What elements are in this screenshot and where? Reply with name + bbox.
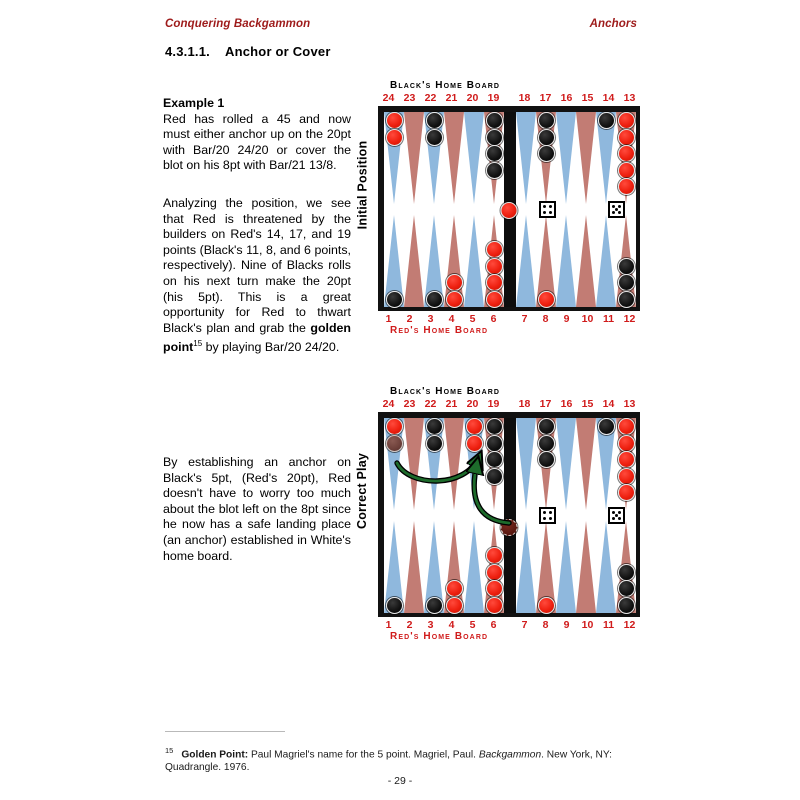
board-left-half [384, 112, 504, 307]
board-point-9[interactable] [556, 215, 576, 307]
checker-stack-24[interactable] [384, 418, 404, 451]
board-column-0 [384, 418, 404, 613]
checker-black-17[interactable] [538, 145, 555, 162]
board-point-18[interactable] [516, 112, 536, 204]
board-point-1[interactable] [384, 215, 404, 307]
checker-stack-1[interactable] [384, 291, 404, 308]
checker-stack-24[interactable] [384, 112, 404, 145]
figure-1-side-label-text: Initial Position [355, 140, 369, 230]
footnote-separator [165, 731, 285, 732]
board-point-2[interactable] [404, 215, 424, 307]
checker-black-12[interactable] [618, 274, 635, 291]
point-number-top-15: 15 [581, 398, 594, 410]
checker-red-6[interactable] [486, 291, 503, 308]
dice-pair[interactable] [539, 201, 625, 218]
point-number-bottom-7: 7 [521, 619, 528, 631]
backgammon-board-1[interactable] [378, 106, 640, 311]
point-number-bottom-10: 10 [581, 313, 594, 325]
point-triangle-10 [576, 215, 596, 307]
checker-black-12[interactable] [618, 564, 635, 581]
checker-black-14[interactable] [598, 418, 615, 435]
checker-black-19[interactable] [486, 435, 503, 452]
board-point-1[interactable] [384, 521, 404, 613]
board-point-22[interactable] [424, 418, 444, 510]
checker-stack-12[interactable] [616, 564, 636, 614]
point-number-top-22: 22 [424, 92, 437, 104]
checker-black-3[interactable] [426, 291, 443, 308]
point-number-bottom-8: 8 [542, 619, 549, 631]
point-number-bottom-2: 2 [406, 313, 413, 325]
checker-black-19[interactable] [486, 129, 503, 146]
checker-black-1[interactable] [386, 291, 403, 308]
checker-red-13[interactable] [618, 468, 635, 485]
checker-black-12[interactable] [618, 291, 635, 308]
checker-stack-14[interactable] [596, 112, 616, 129]
board-point-2[interactable] [404, 521, 424, 613]
point-number-bottom-2: 2 [406, 619, 413, 631]
backgammon-board-2[interactable] [378, 412, 640, 617]
bar-ghost-checker[interactable] [501, 519, 518, 536]
board-column-3 [444, 112, 464, 307]
point-triangle-10 [576, 521, 596, 613]
board-point-23[interactable] [404, 418, 424, 510]
board-column-6 [516, 112, 536, 307]
board-2-top-title: Black's Home Board [390, 386, 501, 397]
board-point-11[interactable] [596, 521, 616, 613]
point-number-top-20: 20 [466, 92, 479, 104]
point-triangle-2 [404, 521, 424, 613]
board-point-12[interactable] [616, 215, 636, 307]
board-column-2 [424, 112, 444, 307]
board-column-4 [464, 112, 484, 307]
board-point-5[interactable] [464, 215, 484, 307]
board-point-13[interactable] [616, 112, 636, 204]
footnote-reference[interactable]: 15 [193, 339, 203, 349]
point-triangle-11 [596, 215, 616, 307]
checker-black-12[interactable] [618, 597, 635, 614]
checker-red-13[interactable] [618, 162, 635, 179]
board-1-bottom-title: Red's Home Board [390, 325, 489, 336]
point-triangle-21 [444, 112, 464, 204]
footnote [165, 744, 635, 774]
checker-red-6[interactable] [486, 258, 503, 275]
board-point-23[interactable] [404, 112, 424, 204]
point-number-bottom-12: 12 [623, 313, 636, 325]
checker-red-20[interactable] [466, 418, 483, 435]
checker-stack-6[interactable] [484, 241, 504, 307]
die-2-value-5[interactable] [608, 201, 625, 218]
point-number-top-23: 23 [403, 398, 416, 410]
checker-black-12[interactable] [618, 258, 635, 275]
figure-2-side-label [350, 386, 374, 596]
section-title: Anchor or Cover [225, 44, 331, 59]
point-number-bottom-4: 4 [448, 619, 455, 631]
board-point-21[interactable] [444, 418, 464, 510]
checker-red-4[interactable] [446, 291, 463, 308]
point-triangle-15 [576, 418, 596, 510]
board-2-bottom-numbers [378, 619, 640, 631]
section-heading [165, 44, 331, 59]
board-1-bottom-numbers [378, 313, 640, 325]
analysis-text-part-1: Analyzing the position, we see that Red is threatened by the builders on Red's 14, 17, and 19 points (Black's 11, 8, and 6 points, respectively). Nine of Blacks rolls on his next turn make the 20pt (his 5pt). This is a great opportunity for Red to thwart Black's plan and grab the [163, 196, 351, 335]
point-triangle-7 [516, 521, 536, 613]
point-number-top-18: 18 [518, 92, 531, 104]
point-number-bottom-6: 6 [490, 313, 497, 325]
checker-red-13[interactable] [618, 484, 635, 501]
example-label: Example 1 [163, 96, 225, 110]
figure-1-side-label [350, 80, 374, 290]
point-number-top-19: 19 [487, 398, 500, 410]
checker-red-20[interactable] [466, 435, 483, 452]
point-number-bottom-3: 3 [427, 619, 434, 631]
checker-black-19[interactable] [486, 451, 503, 468]
checker-black-19[interactable] [486, 418, 503, 435]
checker-black-12[interactable] [618, 580, 635, 597]
point-number-top-21: 21 [445, 92, 458, 104]
checker-stack-3[interactable] [424, 291, 444, 308]
checker-stack-22[interactable] [424, 418, 444, 451]
checker-red-13[interactable] [618, 145, 635, 162]
checker-black-19[interactable] [486, 468, 503, 485]
checker-black-22[interactable] [426, 435, 443, 452]
point-number-top-23: 23 [403, 92, 416, 104]
point-number-bottom-6: 6 [490, 619, 497, 631]
checker-red-24[interactable] [386, 129, 403, 146]
golden-point-term: golden point [163, 320, 351, 355]
point-triangle-11 [596, 521, 616, 613]
checker-black-14[interactable] [598, 112, 615, 129]
point-number-top-13: 13 [623, 92, 636, 104]
board-point-4[interactable] [444, 215, 464, 307]
checker-stack-14[interactable] [596, 418, 616, 435]
point-number-bottom-10: 10 [581, 619, 594, 631]
point-number-top-21: 21 [445, 398, 458, 410]
board-point-3[interactable] [424, 521, 444, 613]
board-1-top-numbers [378, 92, 640, 104]
point-number-bottom-8: 8 [542, 313, 549, 325]
point-number-bottom-3: 3 [427, 313, 434, 325]
checker-red-6[interactable] [486, 564, 503, 581]
point-number-bottom-5: 5 [469, 313, 476, 325]
board-column-3 [444, 418, 464, 613]
point-number-top-24: 24 [382, 398, 395, 410]
example-paragraph-1: Red has rolled a 45 and now must either anchor up on the 20pt with Bar/20 24/20 or cover the blot on his 8pt with Bar/21 13/8. [163, 111, 351, 173]
point-triangle-18 [516, 418, 536, 510]
board-point-24[interactable] [384, 418, 404, 510]
point-number-bottom-1: 1 [385, 313, 392, 325]
board-point-21[interactable] [444, 112, 464, 204]
checker-red-6[interactable] [486, 597, 503, 614]
point-triangle-7 [516, 215, 536, 307]
checker-red-13[interactable] [618, 435, 635, 452]
board-column-5 [484, 418, 504, 613]
board-point-16[interactable] [556, 418, 576, 510]
board-bar[interactable] [504, 418, 516, 613]
point-triangle-5 [464, 521, 484, 613]
checker-stack-22[interactable] [424, 112, 444, 145]
point-number-top-13: 13 [623, 398, 636, 410]
board-point-11[interactable] [596, 215, 616, 307]
board-point-17[interactable] [536, 112, 556, 204]
board-column-2 [424, 418, 444, 613]
checker-red-6[interactable] [486, 274, 503, 291]
board-point-22[interactable] [424, 112, 444, 204]
bar-checker-red[interactable] [501, 202, 518, 219]
checker-red-13[interactable] [618, 418, 635, 435]
board-point-15[interactable] [576, 112, 596, 204]
board-point-4[interactable] [444, 521, 464, 613]
point-triangle-16 [556, 418, 576, 510]
correct-play-text: By establishing an anchor on Black's 5pt, (Red's 20pt), Red doesn't have to worry too much about the blot left on the 8pt since he now has a safe landing place (an anchor) established in White's home board. [163, 455, 351, 563]
checker-black-22[interactable] [426, 418, 443, 435]
example-paragraph-block [163, 96, 351, 174]
point-number-bottom-11: 11 [602, 313, 615, 325]
board-point-15[interactable] [576, 418, 596, 510]
board-column-4 [464, 418, 484, 613]
die-2-value-5[interactable] [608, 507, 625, 524]
point-number-bottom-1: 1 [385, 619, 392, 631]
checker-black-17[interactable] [538, 418, 555, 435]
page-number: - 29 - [387, 775, 413, 787]
checker-stack-6[interactable] [484, 547, 504, 613]
point-triangle-15 [576, 112, 596, 204]
checker-black-19[interactable] [486, 112, 503, 129]
board-point-7[interactable] [516, 215, 536, 307]
point-number-bottom-4: 4 [448, 313, 455, 325]
board-column-1 [404, 418, 424, 613]
point-number-bottom-9: 9 [563, 619, 570, 631]
checker-black-17[interactable] [538, 435, 555, 452]
die-1-value-4[interactable] [539, 507, 556, 524]
checker-black-19[interactable] [486, 162, 503, 179]
checker-red-4[interactable] [446, 274, 463, 291]
board-left-half [384, 418, 504, 613]
analysis-paragraph-block [163, 196, 351, 356]
point-triangle-9 [556, 521, 576, 613]
correct-play-paragraph [163, 455, 351, 564]
board-point-3[interactable] [424, 215, 444, 307]
point-number-top-20: 20 [466, 398, 479, 410]
checker-red-13[interactable] [618, 129, 635, 146]
point-number-top-22: 22 [424, 398, 437, 410]
board-column-0 [384, 112, 404, 307]
board-point-16[interactable] [556, 112, 576, 204]
checker-red-13[interactable] [618, 451, 635, 468]
footnote-text-b: . New York, NY: Quadrangle. 1976. [165, 749, 612, 774]
point-triangle-18 [516, 112, 536, 204]
checker-red-13[interactable] [618, 112, 635, 129]
board-2-top-numbers [378, 398, 640, 410]
point-number-bottom-7: 7 [521, 313, 528, 325]
checker-stack-13[interactable] [616, 112, 636, 195]
point-number-top-16: 16 [560, 398, 573, 410]
checker-red-6[interactable] [486, 580, 503, 597]
board-point-9[interactable] [556, 521, 576, 613]
board-point-7[interactable] [516, 521, 536, 613]
board-point-20[interactable] [464, 112, 484, 204]
point-number-top-24: 24 [382, 92, 395, 104]
checker-red-6[interactable] [486, 547, 503, 564]
checker-black-22[interactable] [426, 129, 443, 146]
checker-stack-19[interactable] [484, 418, 504, 484]
checker-red-8[interactable] [538, 291, 555, 308]
checker-stack-8[interactable] [536, 597, 556, 614]
board-column-6 [516, 418, 536, 613]
checker-stack-4[interactable] [444, 274, 464, 307]
checker-black-17[interactable] [538, 129, 555, 146]
point-triangle-2 [404, 215, 424, 307]
board-point-8[interactable] [536, 215, 556, 307]
board-1-wrapper [378, 80, 640, 336]
board-point-5[interactable] [464, 521, 484, 613]
board-point-10[interactable] [576, 521, 596, 613]
checker-red-4[interactable] [446, 580, 463, 597]
board-point-14[interactable] [596, 112, 616, 204]
checker-stack-20[interactable] [464, 418, 484, 451]
analysis-text-part-2: by playing Bar/20 24/20. [202, 340, 340, 355]
board-1-top-title: Black's Home Board [390, 80, 501, 91]
die-1-value-4[interactable] [539, 201, 556, 218]
checker-black-22[interactable] [426, 112, 443, 129]
checker-stack-8[interactable] [536, 291, 556, 308]
checker-red-13[interactable] [618, 178, 635, 195]
ghost-checker-24 [386, 435, 403, 452]
checker-black-17[interactable] [538, 112, 555, 129]
point-triangle-5 [464, 215, 484, 307]
checker-stack-17[interactable] [536, 112, 556, 162]
board-point-19[interactable] [484, 112, 504, 204]
footnote-marker: 15 [165, 746, 174, 755]
board-point-20[interactable] [464, 418, 484, 510]
point-triangle-20 [464, 112, 484, 204]
point-triangle-21 [444, 418, 464, 510]
point-number-top-17: 17 [539, 398, 552, 410]
checker-red-24[interactable] [386, 112, 403, 129]
board-2-wrapper [378, 386, 640, 642]
point-number-bottom-11: 11 [602, 619, 615, 631]
board-2-bottom-title: Red's Home Board [390, 631, 489, 642]
point-number-top-15: 15 [581, 92, 594, 104]
board-point-17[interactable] [536, 418, 556, 510]
checker-stack-12[interactable] [616, 258, 636, 308]
figure-2-side-label-text: Correct Play [355, 452, 370, 530]
checker-stack-19[interactable] [484, 112, 504, 178]
point-triangle-23 [404, 418, 424, 510]
point-triangle-23 [404, 112, 424, 204]
checker-red-24[interactable] [386, 418, 403, 435]
board-point-24[interactable] [384, 112, 404, 204]
board-column-1 [404, 112, 424, 307]
board-point-12[interactable] [616, 521, 636, 613]
running-head [165, 18, 637, 30]
board-point-14[interactable] [596, 418, 616, 510]
board-point-18[interactable] [516, 418, 536, 510]
point-number-bottom-5: 5 [469, 619, 476, 631]
section-number: 4.3.1.1. [165, 44, 210, 59]
checker-red-6[interactable] [486, 241, 503, 258]
point-number-top-14: 14 [602, 398, 615, 410]
point-number-bottom-12: 12 [623, 619, 636, 631]
point-number-top-19: 19 [487, 92, 500, 104]
board-point-19[interactable] [484, 418, 504, 510]
point-number-top-18: 18 [518, 398, 531, 410]
point-number-bottom-9: 9 [563, 313, 570, 325]
point-triangle-16 [556, 112, 576, 204]
point-number-top-14: 14 [602, 92, 615, 104]
checker-red-4[interactable] [446, 597, 463, 614]
running-head-left: Conquering Backgammon [165, 18, 311, 30]
point-number-top-16: 16 [560, 92, 573, 104]
checker-black-1[interactable] [386, 597, 403, 614]
checker-red-8[interactable] [538, 597, 555, 614]
checker-stack-4[interactable] [444, 580, 464, 613]
checker-stack-13[interactable] [616, 418, 636, 501]
running-head-right: Anchors [589, 18, 637, 30]
checker-stack-17[interactable] [536, 418, 556, 468]
board-point-10[interactable] [576, 215, 596, 307]
board-point-13[interactable] [616, 418, 636, 510]
checker-black-17[interactable] [538, 451, 555, 468]
footnote-text-a: Paul Magriel's name for the 5 point. Magriel, Paul. [248, 749, 479, 761]
point-triangle-9 [556, 215, 576, 307]
footnote-term: Golden Point: [181, 749, 249, 761]
footnote-book-title: Backgammon [478, 749, 542, 761]
checker-black-3[interactable] [426, 597, 443, 614]
board-point-6[interactable] [484, 215, 504, 307]
point-number-top-17: 17 [539, 92, 552, 104]
board-point-8[interactable] [536, 521, 556, 613]
checker-black-19[interactable] [486, 145, 503, 162]
dice-pair[interactable] [539, 507, 625, 524]
board-point-6[interactable] [484, 521, 504, 613]
checker-stack-1[interactable] [384, 597, 404, 614]
checker-stack-3[interactable] [424, 597, 444, 614]
